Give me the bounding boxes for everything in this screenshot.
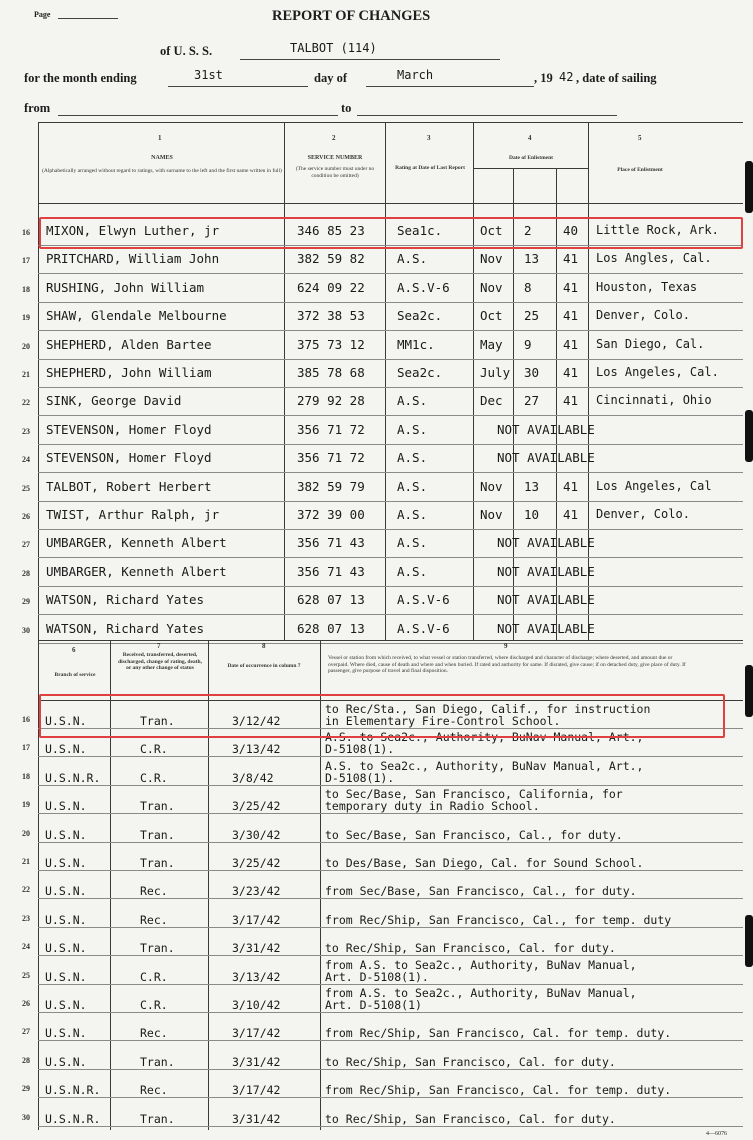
table-row-rule xyxy=(38,785,743,786)
table-row-rule xyxy=(38,387,743,388)
service-number-cell: 356 71 43 xyxy=(297,535,365,551)
not-available-cell: NOT AVAILABLE xyxy=(497,421,595,437)
month-day: 31st xyxy=(194,68,223,82)
row-number: 24 xyxy=(22,942,30,952)
enlist-day-cell: 10 xyxy=(524,507,540,522)
row-number: 30 xyxy=(22,1112,30,1122)
col2-note: (The service number must under no condition be omitted) xyxy=(295,166,375,179)
branch-cell: U.S.N. xyxy=(45,1026,87,1041)
table-row-rule xyxy=(38,415,743,416)
enlist-month-cell: Oct xyxy=(480,223,503,238)
not-available-cell: NOT AVAILABLE xyxy=(497,450,595,466)
name-cell: WATSON, Richard Yates xyxy=(46,592,205,608)
table-row-rule xyxy=(38,1069,743,1070)
table-row-rule xyxy=(38,898,743,899)
date-cell: 3/17/42 xyxy=(232,1026,281,1041)
service-number-cell: 382 59 79 xyxy=(297,478,365,494)
service-number-cell: 375 73 12 xyxy=(297,336,365,352)
status-cell: Rec. xyxy=(140,1083,168,1098)
enlist-month-cell: Nov xyxy=(480,279,503,295)
enlist-year-cell: 41 xyxy=(563,365,579,380)
enlist-month-cell: July xyxy=(480,365,511,380)
branch-cell: U.S.N. xyxy=(45,884,87,899)
remarks-line-2: D-5108(1). xyxy=(325,770,395,785)
rating-cell: A.S. xyxy=(397,450,428,466)
enlist-day-cell: 27 xyxy=(524,393,540,409)
row-number: 25 xyxy=(22,970,30,980)
status-cell: Tran. xyxy=(140,799,175,814)
table-row-rule xyxy=(38,1097,743,1098)
date-cell: 3/31/42 xyxy=(232,941,281,956)
row-number: 23 xyxy=(22,913,30,923)
col9-number: 9 xyxy=(504,642,508,650)
place-cell: Houston, Texas xyxy=(596,279,698,294)
month: March xyxy=(397,68,434,82)
row-number: 21 xyxy=(22,370,30,379)
table-row-rule xyxy=(38,529,743,530)
enlist-month-cell: Oct xyxy=(480,308,503,324)
enlist-day-cell: 30 xyxy=(524,365,540,380)
service-number-cell: 624 09 22 xyxy=(297,279,365,295)
name-cell: UMBARGER, Kenneth Albert xyxy=(46,563,227,579)
enlist-year-cell: 40 xyxy=(563,223,579,238)
branch-cell: U.S.N.R. xyxy=(45,770,101,785)
table-row-rule xyxy=(38,472,743,473)
col6-number: 6 xyxy=(72,646,76,654)
page-label: Page xyxy=(34,10,51,19)
enlist-month-cell: Nov xyxy=(480,478,503,494)
branch-cell: U.S.N. xyxy=(45,799,87,814)
year-prefix: , 19 xyxy=(534,71,553,85)
branch-cell: U.S.N.R. xyxy=(45,1083,101,1098)
branch-cell: U.S.N. xyxy=(45,1054,87,1069)
status-cell: Tran. xyxy=(140,827,175,842)
row-number: 22 xyxy=(22,885,30,895)
date-cell: 3/25/42 xyxy=(232,799,281,814)
date-cell: 3/17/42 xyxy=(232,912,281,927)
month-day-underline xyxy=(168,86,308,87)
table-row-rule xyxy=(38,643,743,644)
row-number: 29 xyxy=(22,1084,30,1094)
col2-number: 2 xyxy=(332,134,336,142)
table-row-rule xyxy=(38,444,743,445)
upper-header-bottom xyxy=(38,203,743,204)
place-cell: Los Angles, Cal. xyxy=(596,251,712,266)
enlist-day-cell: 13 xyxy=(524,251,540,267)
status-cell: C.R. xyxy=(140,770,168,785)
remarks-cell: to Rec/Ship, San Francisco, Cal. for duty. xyxy=(325,1054,616,1069)
service-number-cell: 356 71 72 xyxy=(297,450,365,466)
upper-col-div-5 xyxy=(588,122,589,640)
row-number: 25 xyxy=(22,483,30,493)
service-number-cell: 628 07 13 xyxy=(297,620,365,636)
highlight-lower-row-16 xyxy=(39,694,725,738)
table-row-rule xyxy=(38,842,743,843)
remarks-cell: from Rec/Ship, San Francisco, Cal., for temp. duty xyxy=(325,912,672,927)
date-cell: 3/10/42 xyxy=(232,998,281,1012)
upper-left-border xyxy=(38,122,39,640)
page-label-underline xyxy=(58,18,118,19)
place-cell: San Diego, Cal. xyxy=(596,336,705,351)
col1-title: NAMES xyxy=(151,155,173,161)
table-row-rule xyxy=(38,302,743,303)
remarks-cell: from Sec/Base, San Francisco, Cal., for duty. xyxy=(325,884,637,899)
row-number: 28 xyxy=(22,1055,30,1065)
service-number-cell: 356 71 72 xyxy=(297,421,365,437)
table-row-rule xyxy=(38,955,743,956)
year: 42 xyxy=(559,70,574,84)
col1-number: 1 xyxy=(158,134,162,142)
remarks-cell: to Rec/Ship, San Francisco, Cal. for duty. xyxy=(325,1111,616,1126)
enlist-day-cell: 9 xyxy=(524,336,532,352)
remarks-cell: to Sec/Base, San Francisco, Cal., for duty. xyxy=(325,827,623,842)
place-cell: Denver, Colo. xyxy=(596,507,690,521)
row-number: 20 xyxy=(22,341,30,351)
enlist-month-cell: Nov xyxy=(480,507,503,522)
date-cell: 3/13/42 xyxy=(232,969,281,984)
enlist-day-cell: 8 xyxy=(524,279,532,295)
day-of-label: day of xyxy=(314,71,347,85)
place-cell: Denver, Colo. xyxy=(596,308,690,323)
name-cell: SHEPHERD, John William xyxy=(46,365,212,380)
date-cell: 3/30/42 xyxy=(232,827,281,842)
enlist-month-cell: May xyxy=(480,336,503,352)
edge-tab-4 xyxy=(745,915,753,967)
not-available-cell: NOT AVAILABLE xyxy=(497,592,595,608)
month-underline xyxy=(366,86,534,87)
edge-tab-3 xyxy=(745,665,753,717)
remarks-cell: to Rec/Ship, San Francisco, Cal. for duty. xyxy=(325,941,616,956)
from-label: from xyxy=(24,101,51,115)
branch-cell: U.S.N. xyxy=(45,856,87,870)
service-number-cell: 385 78 68 xyxy=(297,365,365,380)
row-number: 18 xyxy=(22,771,30,781)
table-row-rule xyxy=(38,756,743,757)
from-underline xyxy=(58,115,338,116)
page-title: REPORT OF CHANGES xyxy=(272,8,431,24)
name-cell: WATSON, Richard Yates xyxy=(46,620,205,636)
branch-cell: U.S.N.R. xyxy=(45,1111,101,1126)
row-number: 24 xyxy=(22,455,30,465)
date-cell: 3/17/42 xyxy=(232,1083,281,1098)
remarks-cell: from Rec/Ship, San Francisco, Cal. for temp. duty. xyxy=(325,1026,672,1041)
rating-cell: A.S. xyxy=(397,507,428,522)
name-cell: PRITCHARD, William John xyxy=(46,251,220,267)
name-cell: UMBARGER, Kenneth Albert xyxy=(46,535,227,551)
service-number-cell: 356 71 43 xyxy=(297,563,365,579)
row-number: 30 xyxy=(22,625,30,635)
remarks-line-1: A.S. to Sea2c., Authority, BuNav Manual, Art., xyxy=(325,730,644,745)
date-cell: 3/25/42 xyxy=(232,856,281,870)
status-cell: Tran. xyxy=(140,941,175,956)
place-cell: Little Rock, Ark. xyxy=(596,223,719,237)
enlist-year-cell: 41 xyxy=(563,507,579,522)
row-number: 19 xyxy=(22,313,30,323)
date-cell: 3/31/42 xyxy=(232,1111,281,1126)
table-row-rule xyxy=(38,813,743,814)
row-number: 27 xyxy=(22,540,30,550)
enlist-year-cell: 41 xyxy=(563,308,579,324)
date-cell: 3/23/42 xyxy=(232,884,281,899)
place-cell: Cincinnati, Ohio xyxy=(596,393,712,408)
remarks-line-2: Art. D-5108(1). xyxy=(325,969,429,984)
not-available-cell: NOT AVAILABLE xyxy=(497,535,595,551)
col4-number: 4 xyxy=(528,134,532,142)
status-cell: C.R. xyxy=(140,998,168,1012)
status-cell: Rec. xyxy=(140,1026,168,1041)
rating-cell: A.S. xyxy=(397,478,428,494)
col7-number: 7 xyxy=(157,642,161,650)
status-cell: Tran. xyxy=(140,1054,175,1069)
upper-col-div-1 xyxy=(284,122,285,640)
highlight-upper-row-16 xyxy=(39,217,743,249)
name-cell: TWIST, Arthur Ralph, jr xyxy=(46,507,220,522)
date-cell: 3/8/42 xyxy=(232,770,274,785)
rating-cell: A.S.V-6 xyxy=(397,620,450,636)
upper-col-div-2 xyxy=(385,122,386,640)
rating-cell: A.S.V-6 xyxy=(397,279,450,295)
name-cell: MIXON, Elwyn Luther, jr xyxy=(46,223,220,238)
status-cell: C.R. xyxy=(140,742,168,757)
remarks-line-2: D-5108(1). xyxy=(325,742,395,757)
edge-tab-1 xyxy=(745,161,753,213)
col5-title: Place of Enlistment xyxy=(617,167,663,173)
col9-title: Vessel or station from which received, to what vessel or station transferred, where discharged and character of discharge; where deserted, and amount due or overpaid. Where died, cause of death and where and when buried. If rated and authority for same. If disrated, give cause; if on detached duty, give place of duty. If passenger, give purpose of travel and final disposition. xyxy=(328,655,686,674)
row-number: 19 xyxy=(22,800,30,810)
col8-title: Date of occurrence in column 7 xyxy=(227,663,301,669)
place-cell: Los Angeles, Cal. xyxy=(596,365,719,379)
branch-cell: U.S.N. xyxy=(45,742,87,757)
table-row-rule xyxy=(38,870,743,871)
service-number-cell: 372 38 53 xyxy=(297,308,365,324)
remarks-line-1: to Sec/Base, San Francisco, California, for xyxy=(325,787,623,802)
rating-cell: MM1c. xyxy=(397,336,435,352)
name-cell: STEVENSON, Homer Floyd xyxy=(46,450,212,466)
upper-col-div-3 xyxy=(473,122,474,640)
remarks-line-2: temporary duty in Radio School. xyxy=(325,799,540,814)
form-number: 4—6076 xyxy=(706,1131,727,1137)
status-cell: Tran. xyxy=(140,1111,175,1126)
name-cell: SINK, George David xyxy=(46,393,182,409)
row-number: 26 xyxy=(22,999,30,1008)
lower-top-border xyxy=(38,640,743,641)
enlist-month-cell: Nov xyxy=(480,251,503,267)
enlist-year-cell: 41 xyxy=(563,393,579,409)
col2-title: SERVICE NUMBER xyxy=(307,155,363,161)
table-row-rule xyxy=(38,1040,743,1041)
table-row-rule xyxy=(38,984,743,985)
table-row-rule xyxy=(38,586,743,587)
col7-title: Received, transferred, deserted, discharged, change of rating, death, or any other change of status xyxy=(118,652,202,671)
edge-tab-2 xyxy=(745,410,753,462)
rating-cell: A.S. xyxy=(397,251,428,267)
row-number: 28 xyxy=(22,568,30,578)
service-number-cell: 279 92 28 xyxy=(297,393,365,409)
remarks-line-1: to Rec/Sta., San Diego, Calif., for instruction xyxy=(325,702,651,716)
not-available-cell: NOT AVAILABLE xyxy=(497,620,595,636)
enlist-subhead-line xyxy=(473,168,588,169)
branch-cell: U.S.N. xyxy=(45,912,87,927)
table-row-rule xyxy=(38,1012,743,1013)
date-cell: 3/13/42 xyxy=(232,742,281,757)
col6-title: Branch of service xyxy=(54,672,96,678)
row-number: 21 xyxy=(22,857,30,866)
ship-name: TALBOT (114) xyxy=(290,41,377,55)
remarks-line-2: in Elementary Fire-Control School. xyxy=(325,714,561,728)
branch-cell: U.S.N. xyxy=(45,827,87,842)
table-row-rule xyxy=(38,330,743,331)
col5-number: 5 xyxy=(638,134,642,142)
name-cell: RUSHING, John William xyxy=(46,279,205,295)
table-row-rule xyxy=(38,273,743,274)
branch-cell: U.S.N. xyxy=(45,998,87,1012)
col3-number: 3 xyxy=(427,134,431,142)
to-label: to xyxy=(341,101,352,115)
to-underline xyxy=(357,115,617,116)
not-available-cell: NOT AVAILABLE xyxy=(497,563,595,579)
table-row-rule xyxy=(38,1126,743,1127)
month-label: for the month ending xyxy=(24,71,137,85)
enlist-day-cell: 2 xyxy=(524,223,532,238)
status-cell: C.R. xyxy=(140,969,168,984)
remarks-line-1: A.S. to Sea2c., Authority, BuNav Manual, Art., xyxy=(325,758,644,773)
enlist-day-cell: 25 xyxy=(524,308,540,324)
row-number: 16 xyxy=(22,715,30,724)
name-cell: TALBOT, Robert Herbert xyxy=(46,478,212,494)
name-cell: SHEPHERD, Alden Bartee xyxy=(46,336,212,352)
branch-cell: U.S.N. xyxy=(45,941,87,956)
enlist-month-cell: Dec xyxy=(480,393,503,409)
row-number: 17 xyxy=(22,256,30,266)
row-number: 16 xyxy=(22,228,30,237)
upper-top-border xyxy=(38,122,743,123)
col8-number: 8 xyxy=(262,642,266,650)
remarks-cell: from Rec/Ship, San Francisco, Cal. for temp. duty. xyxy=(325,1083,672,1098)
rating-cell: Sea2c. xyxy=(397,308,443,324)
status-cell: Tran. xyxy=(140,856,175,870)
service-number-cell: 628 07 13 xyxy=(297,592,365,608)
row-number: 26 xyxy=(22,512,30,521)
sailing-label: , date of sailing xyxy=(576,71,657,85)
rating-cell: A.S.V-6 xyxy=(397,592,450,608)
col4-title: Date of Enlistment xyxy=(509,155,553,161)
row-number: 27 xyxy=(22,1027,30,1037)
place-cell: Los Angeles, Cal xyxy=(596,478,712,493)
remarks-cell: to Des/Base, San Diego, Cal. for Sound School. xyxy=(325,856,644,870)
rating-cell: Sea1c. xyxy=(397,223,443,238)
col1-note: (Alphabetically arranged without regard to ratings, with surname to the left and the first name written in full) xyxy=(42,168,282,174)
rating-cell: Sea2c. xyxy=(397,365,443,380)
service-number-cell: 372 39 00 xyxy=(297,507,365,522)
enlist-year-cell: 41 xyxy=(563,251,579,267)
enlist-day-cell: 13 xyxy=(524,478,540,494)
row-number: 22 xyxy=(22,398,30,408)
table-row-rule xyxy=(38,501,743,502)
table-row-rule xyxy=(38,359,743,360)
row-number: 29 xyxy=(22,597,30,607)
branch-cell: U.S.N. xyxy=(45,714,87,728)
service-number-cell: 382 59 82 xyxy=(297,251,365,267)
table-row-rule xyxy=(38,557,743,558)
name-cell: SHAW, Glendale Melbourne xyxy=(46,308,227,324)
rating-cell: A.S. xyxy=(397,393,428,409)
row-number: 18 xyxy=(22,284,30,294)
name-cell: STEVENSON, Homer Floyd xyxy=(46,421,212,437)
enlist-year-cell: 41 xyxy=(563,478,579,494)
service-number-cell: 346 85 23 xyxy=(297,223,365,238)
branch-cell: U.S.N. xyxy=(45,969,87,984)
status-cell: Tran. xyxy=(140,714,175,728)
rating-cell: A.S. xyxy=(397,563,428,579)
of-uss-label: of U. S. S. xyxy=(160,44,213,58)
row-number: 17 xyxy=(22,743,30,753)
remarks-line-1: from A.S. to Sea2c., Authority, BuNav Manual, xyxy=(325,957,637,972)
remarks-line-2: Art. D-5108(1) xyxy=(325,998,422,1012)
rating-cell: A.S. xyxy=(397,535,428,551)
status-cell: Rec. xyxy=(140,912,168,927)
table-row-rule xyxy=(38,614,743,615)
row-number: 20 xyxy=(22,828,30,838)
date-cell: 3/31/42 xyxy=(232,1054,281,1069)
row-number: 23 xyxy=(22,426,30,436)
ship-underline xyxy=(240,59,500,60)
enlist-year-cell: 41 xyxy=(563,279,579,295)
remarks-line-1: from A.S. to Sea2c., Authority, BuNav Manual, xyxy=(325,986,637,1000)
rating-cell: A.S. xyxy=(397,421,428,437)
table-row-rule xyxy=(38,927,743,928)
status-cell: Rec. xyxy=(140,884,168,899)
enlist-year-cell: 41 xyxy=(563,336,579,352)
col3-title: Rating at Date of Last Report xyxy=(395,165,465,171)
date-cell: 3/12/42 xyxy=(232,714,281,728)
